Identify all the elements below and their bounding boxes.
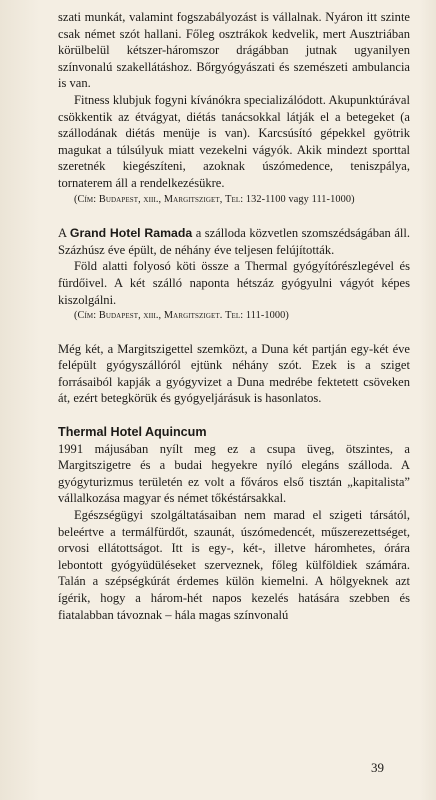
address-thermal-hotel: [58, 192, 410, 209]
address-label: Cím: [77, 193, 94, 205]
page-number: 39: [371, 760, 384, 775]
address-district: , xiii.,: [138, 193, 164, 205]
address-sep: :: [93, 310, 99, 322]
address-tel-alt: 111-1000): [311, 193, 355, 205]
spacer: [58, 208, 410, 225]
paragraph-folyoso: Föld alatti folyosó köti össze a Thermal gyógyítórészlegével és fürdőivel. A két szálló naponta hétszáz gyógyulni vágyót képes kiszolgálni.: [58, 259, 410, 307]
section-title-aquincum: Thermal Hotel Aquincum: [58, 425, 207, 440]
paragraph-gyogyszallok: Még két, a Margitszigettel szemközt, a Duna két partján egy-két éve felépült gyógyszállóról ejtünk néhány szót. Ezek is a sziget forrásaiból kapják a gyógyvizet a Duna medrébe fektetett csöveken át, ezért betegkörük és gyógyeljárásuk is hasonlatos.: [58, 341, 410, 406]
address-or: vagy: [285, 193, 312, 205]
paragraph-ramada: [58, 225, 410, 258]
spacer: [58, 407, 410, 424]
hotel-name-ramada: Grand Hotel Ramada: [69, 226, 193, 241]
address-ramada: [58, 308, 410, 325]
address-tel-label: Tel: [225, 310, 241, 322]
address-street: Margitsziget: [163, 310, 220, 322]
paragraph-fitness: Fitness klubjuk fogyni kívánókra specializálódott. Akupunktúrával csökkentik az étvágyat, diétás tanácsokkal látják el a betegeket (a szállodának diétás menüje is van). Karcsúsító gépekkel gyötrik magukat a túlsúlyuk miatt vezekelni vágyók. Akik mindezt sporttal szeretnék kiegészíteni, azoknak úszómedence, teniszpálya, tornaterem áll a rendelkezésükre.: [58, 92, 410, 190]
spacer: [58, 325, 410, 341]
address-city: Budapest: [98, 310, 139, 322]
address-tel-label: Tel: [225, 193, 241, 205]
paragraph-aquincum-intro: 1991 májusában nyílt meg ez a csupa üveg, ötszintes, a Margitszigetre és a budai hegyekre nyíló elegáns szálloda. A gyógyturizmus területén ez volt a főváros első tisztán „kapitalista” vállalkozása magyar és német tőkéstársakkal.: [58, 441, 410, 506]
address-district: , xiii.,: [138, 310, 164, 322]
address-street: Margitsziget: [163, 193, 220, 205]
ramada-prefix: A: [58, 226, 70, 241]
address-open: (: [74, 310, 78, 322]
address-tel: : 132-1100: [240, 193, 286, 205]
paragraph-aquincum-services: Egészségügyi szolgáltatásaiban nem marad el szigeti társától, beleértve a termálfürdőt, szaunát, úszómedencét, műszerezettséget, orvosi ellátottságot. Itt is egy-, két-, illetve háromhetes, órára lebontott gyógyüdüléseket szerveznek, főleg külföldiek számára. Talán a szépségkúrát érdemes külön kiemelni. A hölgyeknek azt ígérik, hogy a három-hét napos kezelés hatására szebben és fiatalabban távoznak – hála magas színvonalú: [58, 508, 410, 622]
address-city: Budapest: [98, 193, 139, 205]
address-sep: .: [219, 310, 226, 322]
ramada-text: a szálloda közvetlen szomszédságában áll. Százhúsz éve épült, de néhány éve teljesen felújították.: [58, 226, 410, 257]
address-sep: :: [93, 193, 99, 205]
address-label: Cím: [77, 310, 94, 322]
address-tel: : 111-1000): [240, 310, 289, 322]
address-open: (: [74, 193, 78, 205]
paragraph-fogaszat: szati munkát, valamint fogszabályozást is vállalnak. Nyáron itt szinte csak német szót hallani. Főleg osztrákok kedvelik, mert Ausztriában körülbelül kétszer-háromszor drágábban jutnak ugyanilyen színvonalú szakellátáshoz. Bőrgyógyászati és szemészeti ambulancia is van.: [58, 10, 410, 91]
address-sep: ,: [219, 193, 226, 205]
